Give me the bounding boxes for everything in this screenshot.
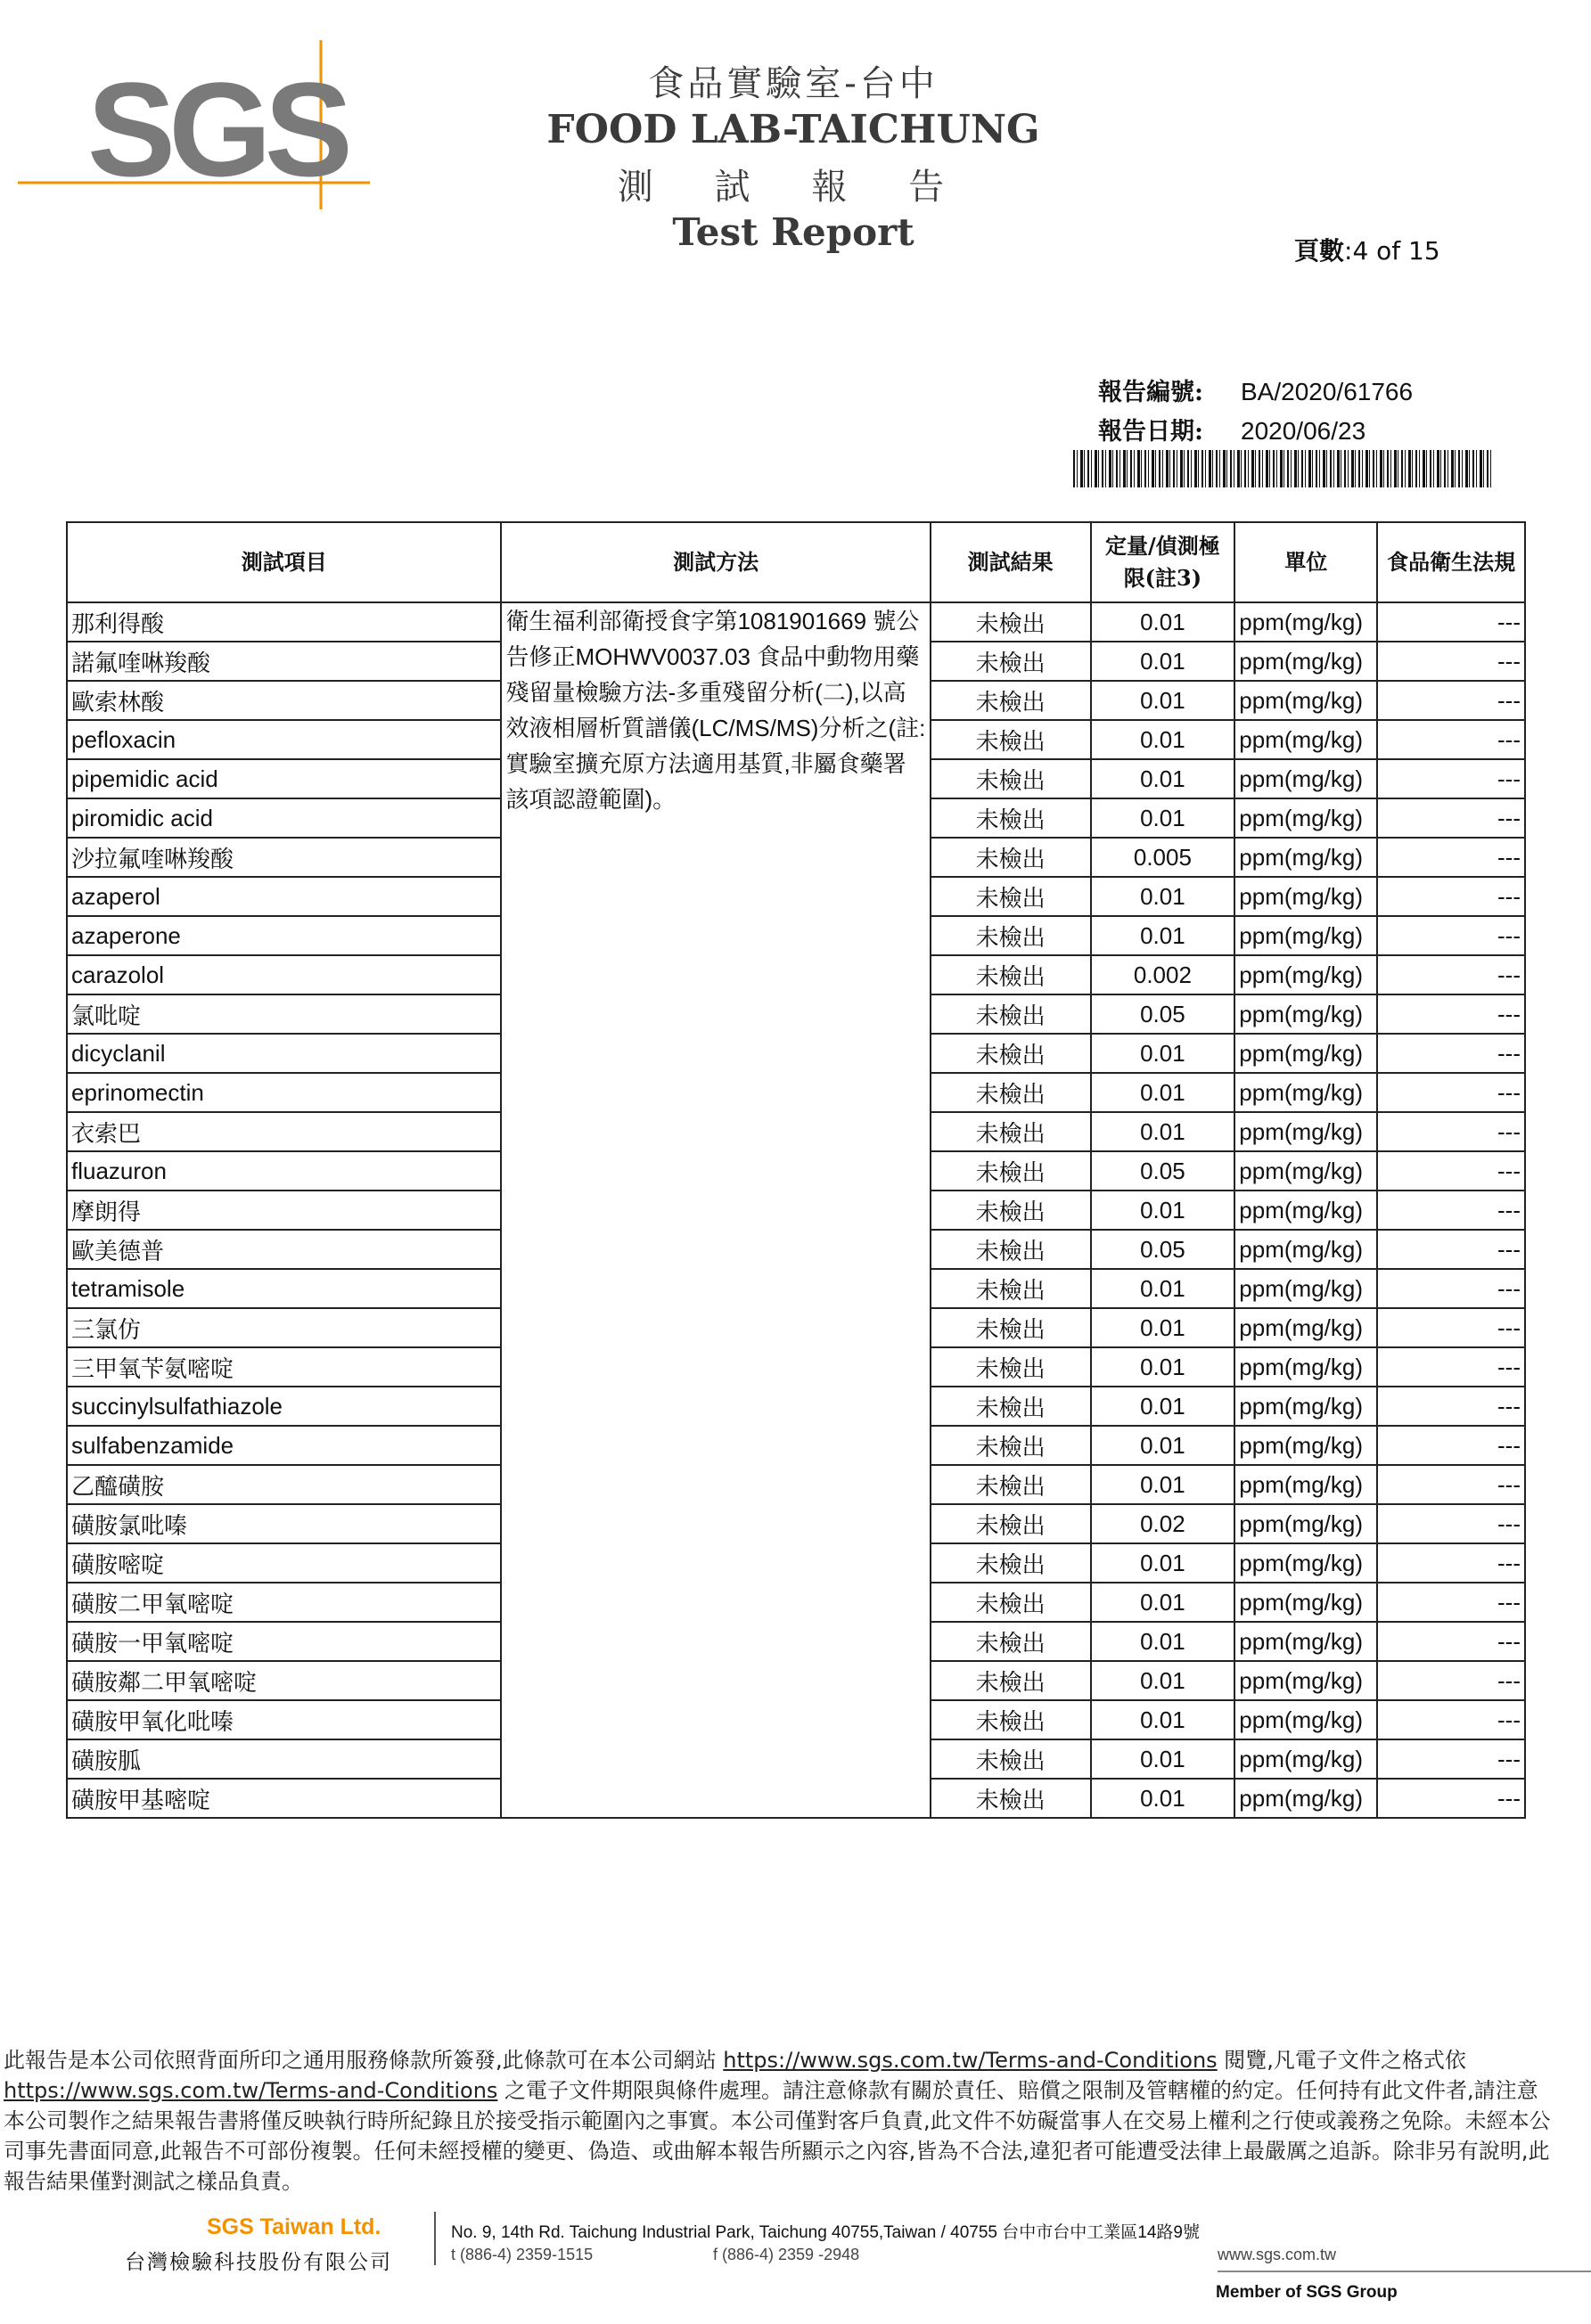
unit-cell: ppm(mg/kg) — [1234, 1622, 1377, 1661]
result-cell: 未檢出 — [931, 1779, 1091, 1818]
footer-company-en: SGS Taiwan Ltd. — [207, 2214, 381, 2239]
unit-cell: ppm(mg/kg) — [1234, 955, 1377, 994]
regulation-cell: --- — [1377, 720, 1525, 759]
result-cell: 未檢出 — [931, 642, 1091, 681]
result-cell: 未檢出 — [931, 1034, 1091, 1073]
test-item-cell: 磺胺一甲氧嘧啶 — [67, 1622, 501, 1661]
regulation-cell: --- — [1377, 1151, 1525, 1191]
unit-cell: ppm(mg/kg) — [1234, 1151, 1377, 1191]
result-cell: 未檢出 — [931, 1661, 1091, 1700]
test-item-cell: 磺胺鄰二甲氧嘧啶 — [67, 1661, 501, 1700]
result-cell: 未檢出 — [931, 1426, 1091, 1465]
test-item-cell: 那利得酸 — [67, 602, 501, 642]
unit-cell: ppm(mg/kg) — [1234, 1269, 1377, 1308]
lod-cell: 0.01 — [1091, 1034, 1235, 1073]
regulation-cell: --- — [1377, 1347, 1525, 1387]
unit-cell: ppm(mg/kg) — [1234, 994, 1377, 1034]
regulation-cell: --- — [1377, 1269, 1525, 1308]
footer-company-zh: 台灣檢驗科技股份有限公司 — [125, 2251, 392, 2274]
unit-cell: ppm(mg/kg) — [1234, 916, 1377, 955]
result-cell: 未檢出 — [931, 916, 1091, 955]
test-item-cell: fluazuron — [67, 1151, 501, 1191]
test-item-cell: tetramisole — [67, 1269, 501, 1308]
lod-cell: 0.005 — [1091, 838, 1235, 877]
lod-cell: 0.01 — [1091, 916, 1235, 955]
lod-cell: 0.01 — [1091, 1387, 1235, 1426]
unit-cell: ppm(mg/kg) — [1234, 1543, 1377, 1583]
regulation-cell: --- — [1377, 1073, 1525, 1112]
regulation-cell: --- — [1377, 1661, 1525, 1700]
result-cell: 未檢出 — [931, 720, 1091, 759]
lod-cell: 0.01 — [1091, 1700, 1235, 1739]
unit-cell: ppm(mg/kg) — [1234, 1191, 1377, 1230]
test-item-cell: 諾氟喹啉羧酸 — [67, 642, 501, 681]
report-number-value: BA/2020/61766 — [1241, 378, 1414, 405]
regulation-cell: --- — [1377, 798, 1525, 838]
test-item-cell: azaperol — [67, 877, 501, 916]
test-item-cell: dicyclanil — [67, 1034, 501, 1073]
page-label: 頁數 — [1294, 236, 1345, 266]
result-cell: 未檢出 — [931, 1073, 1091, 1112]
result-cell: 未檢出 — [931, 798, 1091, 838]
footer-divider — [434, 2212, 436, 2265]
lod-cell: 0.01 — [1091, 1739, 1235, 1779]
footer-website: www.sgs.com.tw — [1218, 2246, 1337, 2263]
disclaimer-text-2: 閱覽,凡電子文件之格式依 — [1217, 2048, 1466, 2073]
result-cell: 未檢出 — [931, 877, 1091, 916]
unit-cell: ppm(mg/kg) — [1234, 1230, 1377, 1269]
result-cell: 未檢出 — [931, 1112, 1091, 1151]
test-item-cell: 磺胺甲基嘧啶 — [67, 1779, 501, 1818]
lab-title-en: FOOD LAB-TAICHUNG — [546, 107, 1040, 152]
test-item-cell: 磺胺二甲氧嘧啶 — [67, 1583, 501, 1622]
regulation-cell: --- — [1377, 1779, 1525, 1818]
lod-cell: 0.01 — [1091, 1112, 1235, 1151]
regulation-cell: --- — [1377, 642, 1525, 681]
result-cell: 未檢出 — [931, 1151, 1091, 1191]
disclaimer — [4, 2045, 1554, 2197]
footer-phone: t (886-4) 2359-1515 — [451, 2246, 594, 2263]
regulation-cell: --- — [1377, 838, 1525, 877]
footer-member: Member of SGS Group — [1216, 2283, 1398, 2302]
test-item-cell: 磺胺甲氧化吡嗪 — [67, 1700, 501, 1739]
unit-cell: ppm(mg/kg) — [1234, 681, 1377, 720]
report-date-label: 報告日期: — [1098, 418, 1203, 446]
test-item-cell: 三甲氧苄氨嘧啶 — [67, 1347, 501, 1387]
unit-cell: ppm(mg/kg) — [1234, 1426, 1377, 1465]
regulation-cell: --- — [1377, 759, 1525, 798]
header-unit: 單位 — [1234, 522, 1377, 602]
lod-cell: 0.01 — [1091, 1465, 1235, 1504]
footer-rule — [1218, 2271, 1591, 2272]
barcode — [1073, 450, 1492, 487]
test-item-cell: 歐索林酸 — [67, 681, 501, 720]
regulation-cell: --- — [1377, 955, 1525, 994]
unit-cell: ppm(mg/kg) — [1234, 1661, 1377, 1700]
test-item-cell: 歐美德普 — [67, 1230, 501, 1269]
result-cell: 未檢出 — [931, 1191, 1091, 1230]
terms-link-1[interactable]: https://www.sgs.com.tw/Terms-and-Conditions — [723, 2048, 1218, 2073]
header-item: 測試項目 — [67, 522, 501, 602]
unit-cell: ppm(mg/kg) — [1234, 759, 1377, 798]
regulation-cell: --- — [1377, 1230, 1525, 1269]
result-cell: 未檢出 — [931, 1543, 1091, 1583]
result-cell: 未檢出 — [931, 955, 1091, 994]
report-date — [1098, 412, 1365, 446]
test-item-cell: 磺胺胍 — [67, 1739, 501, 1779]
regulation-cell: --- — [1377, 1387, 1525, 1426]
unit-cell: ppm(mg/kg) — [1234, 602, 1377, 642]
result-cell: 未檢出 — [931, 1387, 1091, 1426]
result-cell: 未檢出 — [931, 1308, 1091, 1347]
report-number — [1098, 372, 1413, 407]
regulation-cell: --- — [1377, 1308, 1525, 1347]
lod-cell: 0.01 — [1091, 1583, 1235, 1622]
table-header-row — [67, 522, 1525, 602]
unit-cell: ppm(mg/kg) — [1234, 838, 1377, 877]
result-cell: 未檢出 — [931, 838, 1091, 877]
result-cell: 未檢出 — [931, 759, 1091, 798]
regulation-cell: --- — [1377, 877, 1525, 916]
test-item-cell: piromidic acid — [67, 798, 501, 838]
unit-cell: ppm(mg/kg) — [1234, 798, 1377, 838]
regulation-cell: --- — [1377, 1583, 1525, 1622]
lod-cell: 0.01 — [1091, 877, 1235, 916]
footer-fax: f (886-4) 2359 -2948 — [713, 2246, 860, 2263]
lod-cell: 0.05 — [1091, 994, 1235, 1034]
logo-text: SGS — [87, 54, 349, 204]
test-item-cell: 摩朗得 — [67, 1191, 501, 1230]
lod-cell: 0.01 — [1091, 798, 1235, 838]
sgs-logo — [18, 40, 374, 209]
header-law: 食品衛生法規 — [1377, 522, 1525, 602]
unit-cell: ppm(mg/kg) — [1234, 1387, 1377, 1426]
regulation-cell: --- — [1377, 602, 1525, 642]
lab-title-zh: 食品實驗室-台中 — [648, 63, 939, 104]
test-item-cell: succinylsulfathiazole — [67, 1387, 501, 1426]
result-cell: 未檢出 — [931, 681, 1091, 720]
result-cell: 未檢出 — [931, 1504, 1091, 1543]
regulation-cell: --- — [1377, 994, 1525, 1034]
regulation-cell: --- — [1377, 681, 1525, 720]
report-number-label: 報告編號: — [1098, 379, 1203, 406]
result-cell: 未檢出 — [931, 1465, 1091, 1504]
test-item-cell: eprinomectin — [67, 1073, 501, 1112]
lod-cell: 0.02 — [1091, 1504, 1235, 1543]
result-cell: 未檢出 — [931, 602, 1091, 642]
report-title-zh: 測 試 報 告 — [617, 167, 970, 208]
terms-link-2[interactable]: https://www.sgs.com.tw/Terms-and-Conditions — [4, 2078, 498, 2103]
regulation-cell: --- — [1377, 1191, 1525, 1230]
unit-cell: ppm(mg/kg) — [1234, 1347, 1377, 1387]
lod-cell: 0.002 — [1091, 955, 1235, 994]
lod-cell: 0.01 — [1091, 1347, 1235, 1387]
unit-cell: ppm(mg/kg) — [1234, 1034, 1377, 1073]
regulation-cell: --- — [1377, 1700, 1525, 1739]
test-method-cell: 衛生福利部衛授食字第1081901669 號公告修正MOHWV0037.03 食品中動物用藥殘留量檢驗方法-多重殘留分析(二),以高效液相層析質譜儀(LC/MS/MS)分析之(註:實驗室擴充原方法適用基質,非屬食藥署該項認證範圍)。 — [501, 602, 930, 1818]
test-item-cell: 三氯仿 — [67, 1308, 501, 1347]
regulation-cell: --- — [1377, 1034, 1525, 1073]
lod-cell: 0.01 — [1091, 681, 1235, 720]
regulation-cell: --- — [1377, 1112, 1525, 1151]
test-item-cell: sulfabenzamide — [67, 1426, 501, 1465]
result-cell: 未檢出 — [931, 1230, 1091, 1269]
regulation-cell: --- — [1377, 1622, 1525, 1661]
unit-cell: ppm(mg/kg) — [1234, 1504, 1377, 1543]
result-cell: 未檢出 — [931, 994, 1091, 1034]
result-cell: 未檢出 — [931, 1700, 1091, 1739]
lod-cell: 0.01 — [1091, 1543, 1235, 1583]
lod-cell: 0.01 — [1091, 602, 1235, 642]
unit-cell: ppm(mg/kg) — [1234, 1465, 1377, 1504]
unit-cell: ppm(mg/kg) — [1234, 1583, 1377, 1622]
regulation-cell: --- — [1377, 1465, 1525, 1504]
test-item-cell: 磺胺嘧啶 — [67, 1543, 501, 1583]
result-cell: 未檢出 — [931, 1739, 1091, 1779]
result-cell: 未檢出 — [931, 1583, 1091, 1622]
unit-cell: ppm(mg/kg) — [1234, 1700, 1377, 1739]
report-title-en: Test Report — [672, 210, 914, 254]
report-date-value: 2020/06/23 — [1241, 417, 1366, 445]
lod-cell: 0.01 — [1091, 720, 1235, 759]
result-cell: 未檢出 — [931, 1622, 1091, 1661]
lod-cell: 0.01 — [1091, 1779, 1235, 1818]
results-table — [66, 521, 1526, 1819]
regulation-cell: --- — [1377, 1426, 1525, 1465]
footer-address: No. 9, 14th Rd. Taichung Industrial Park, Taichung 40755,Taiwan / 40755 台中市台中工業區14路9號 — [451, 2223, 1200, 2242]
header-lod: 定量/偵測極限(註3) — [1091, 522, 1235, 602]
test-item-cell: 磺胺氯吡嗪 — [67, 1504, 501, 1543]
lod-cell: 0.01 — [1091, 759, 1235, 798]
lod-cell: 0.05 — [1091, 1151, 1235, 1191]
disclaimer-text-3: 之電子文件期限與條件處理。請注意條款有關於責任、賠償之限制及管轄權的約定。任何持有此文件者,請注意本公司製作之結果報告書將僅反映執行時所紀錄且於接受指示範圍內之事實。本公司僅對客戶負責,此文件不妨礙當事人在交易上權利之行使或義務之免除。未經本公司事先書面同意,此報告不可部份複製。任何未經授權的變更、偽造、或曲解本報告所顯示之內容,皆為不合法,違犯者可能遭受法律上最嚴厲之追訴。除非另有說明,此報告結果僅對測試之樣品負責。 — [4, 2078, 1551, 2194]
lod-cell: 0.01 — [1091, 1269, 1235, 1308]
lod-cell: 0.01 — [1091, 1191, 1235, 1230]
disclaimer-text-1: 此報告是本公司依照背面所印之通用服務條款所簽發,此條款可在本公司網站 — [4, 2048, 724, 2073]
test-item-cell: pipemidic acid — [67, 759, 501, 798]
unit-cell: ppm(mg/kg) — [1234, 877, 1377, 916]
regulation-cell: --- — [1377, 1739, 1525, 1779]
result-cell: 未檢出 — [931, 1347, 1091, 1387]
lod-cell: 0.05 — [1091, 1230, 1235, 1269]
unit-cell: ppm(mg/kg) — [1234, 1112, 1377, 1151]
lod-cell: 0.01 — [1091, 1622, 1235, 1661]
lod-cell: 0.01 — [1091, 642, 1235, 681]
lod-cell: 0.01 — [1091, 1073, 1235, 1112]
regulation-cell: --- — [1377, 1543, 1525, 1583]
header-method: 測試方法 — [501, 522, 930, 602]
lod-cell: 0.01 — [1091, 1661, 1235, 1700]
page-number — [1294, 232, 1440, 267]
test-item-cell: azaperone — [67, 916, 501, 955]
test-item-cell: carazolol — [67, 955, 501, 994]
header-result: 測試結果 — [931, 522, 1091, 602]
unit-cell: ppm(mg/kg) — [1234, 642, 1377, 681]
lod-cell: 0.01 — [1091, 1426, 1235, 1465]
table-row — [67, 602, 1525, 642]
test-item-cell: 氯吡啶 — [67, 994, 501, 1034]
test-item-cell: 沙拉氟喹啉羧酸 — [67, 838, 501, 877]
unit-cell: ppm(mg/kg) — [1234, 1739, 1377, 1779]
result-cell: 未檢出 — [931, 1269, 1091, 1308]
unit-cell: ppm(mg/kg) — [1234, 720, 1377, 759]
regulation-cell: --- — [1377, 916, 1525, 955]
unit-cell: ppm(mg/kg) — [1234, 1779, 1377, 1818]
test-item-cell: 衣索巴 — [67, 1112, 501, 1151]
test-item-cell: 乙醯磺胺 — [67, 1465, 501, 1504]
test-item-cell: pefloxacin — [67, 720, 501, 759]
regulation-cell: --- — [1377, 1504, 1525, 1543]
unit-cell: ppm(mg/kg) — [1234, 1073, 1377, 1112]
page-value: :4 of 15 — [1344, 236, 1440, 266]
lod-cell: 0.01 — [1091, 1308, 1235, 1347]
unit-cell: ppm(mg/kg) — [1234, 1308, 1377, 1347]
